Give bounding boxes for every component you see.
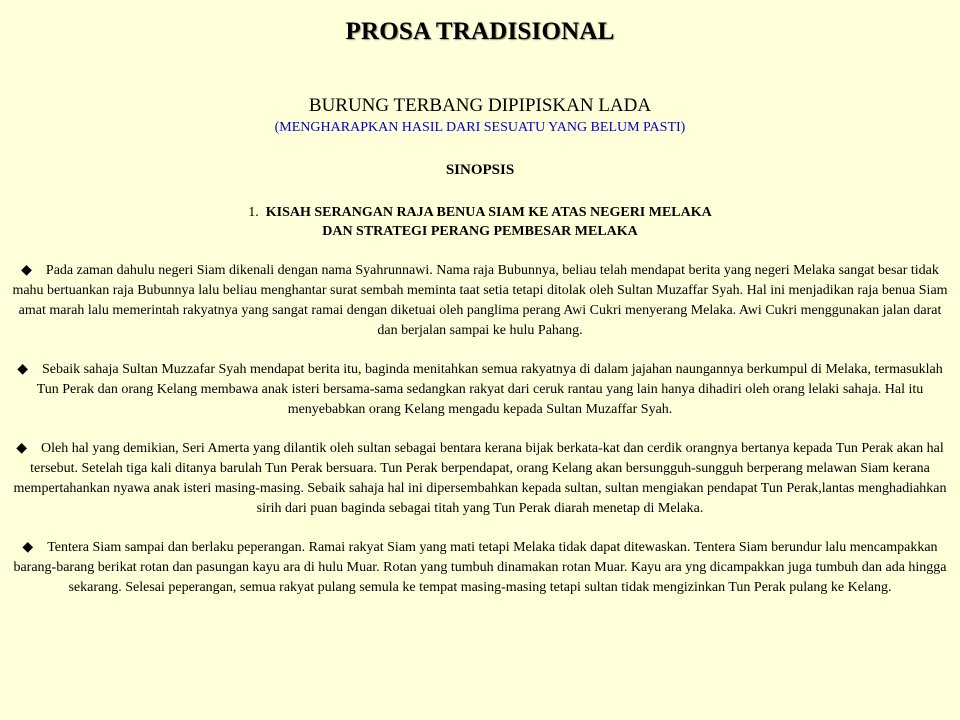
diamond-bullet-icon: ◆ — [17, 362, 28, 377]
story-heading-text-1: KISAH SERANGAN RAJA BENUA SIAM KE ATAS NEGERI MELAKA — [265, 205, 712, 220]
section-heading: SINOPSIS — [445, 162, 515, 178]
page-title: PROSA TRADISIONAL — [345, 18, 615, 45]
paragraph-text: Tentera Siam sampai dan berlaku peperangan. Ramai rakyat Siam yang mati tetapi Melaka tidak dapat ditewaskan. Tentera Siam berundur lalu mencampakkan barang-barang berikat rotan dan pasungan kayu ara di hulu Muar. Rotan yang tumbuh dinamakan rotan Muar. Kayu ara yng dicampakkan juga tumbuh dan ada hingga sekarang. Selesai peperangan, semua rakyat pulang semula ke tempat masing-masing tetapi sultan tidak mengizinkan Tun Perak pulang ke Kelang. — [13, 540, 947, 595]
story-heading-line-1 — [12, 203, 948, 222]
paragraph — [12, 341, 948, 420]
paragraph — [12, 420, 948, 519]
proverb-title: BURUNG TERBANG DIPIPISKAN LADA — [308, 95, 652, 116]
paragraph-text: Pada zaman dahulu negeri Siam dikenali dengan nama Syahrunnawi. Nama raja Bubunnya, beliau telah mendapat berita yang negeri Melaka sangat besar tidak mahu bertuankan raja Bubunnya lalu beliau menghantar surat sembah meminta taat setia tetapi ditolak oleh Sultan Muzaffar Syah. Hal ini menjadikan raja benua Siam amat marah lalu memerintah rakyatnya yang sangat ramai dengan diketuai oleh panglima perang Awi Cukri menyerang Melaka. Awi Cukri menggunakan jalan darat dan berjalan sampai ke hulu Pahang. — [12, 263, 948, 338]
diamond-bullet-icon: ◆ — [16, 441, 28, 456]
paragraph-text: Oleh hal yang demikian, Seri Amerta yang dilantik oleh sultan sebagai bentara kerana bijak berkata-kat dan cerdik orangnya bertanya kepada Tun Perak akan hal tersebut. Setelah tiga kali ditanya barulah Tun Perak bersuara. Tun Perak berpendapat, orang Kelang akan bersungguh-sungguh berperang melawan Siam kerana mempertahankan nyawa anak isteri masing-masing. Sebaik sahaja hal ini dipersembahkan kepada sultan, sultan mengiakan pendapat Tun Perak,lantas menghadiahkan sirih dari puan baginda sebagai titah yang Tun Perak diarah menetap di Melaka. — [13, 441, 947, 516]
diamond-bullet-icon: ◆ — [21, 263, 32, 278]
proverb-meaning: (MENGHARAPKAN HASIL DARI SESUATU YANG BELUM PASTI) — [274, 120, 686, 135]
story-heading — [12, 180, 948, 241]
diamond-bullet-icon: ◆ — [22, 540, 34, 555]
story-number: 1. — [248, 205, 259, 220]
paragraph — [12, 519, 948, 598]
story-heading-text-2: DAN STRATEGI PERANG PEMBESAR MELAKA — [322, 224, 638, 239]
paragraph — [12, 241, 948, 341]
paragraph-text: Sebaik sahaja Sultan Muzzafar Syah mendapat berita itu, baginda menitahkan semua rakyatnya di dalam jajahan naungannya berkumpul di Melaka, termasuklah Tun Perak dan orang Kelang membawa anak isteri bersama-sama sedangkan rakyat dari ceruk rantau yang lain hanya dihadiri oleh orang lelaki sahaja. Hal itu menyebabkan orang Kelang mengadu kepada Sultan Muzaffar Syah. — [36, 362, 943, 417]
